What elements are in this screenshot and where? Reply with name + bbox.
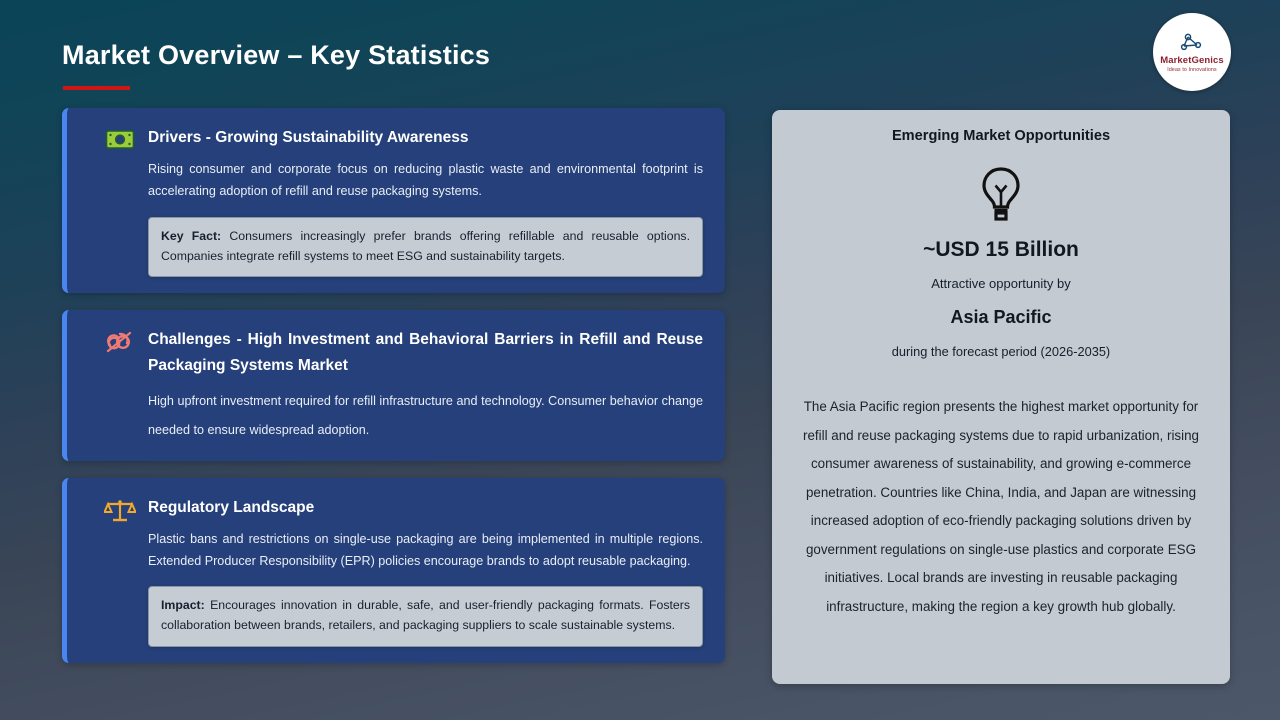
emerging-opportunities-panel xyxy=(772,110,1230,684)
card-title: Challenges - High Investment and Behavioral Barriers in Refill and Reuse Packaging Systems Market xyxy=(148,331,703,375)
card-description: Rising consumer and corporate focus on reducing plastic waste and environmental footprint is accelerating adoption of refill and reuse packaging systems. xyxy=(148,162,703,198)
logo-name: MarketGenics xyxy=(1160,54,1224,66)
balance-scales-icon xyxy=(97,495,143,524)
card-callout xyxy=(148,586,703,647)
callout-label: Key Fact: xyxy=(161,228,222,243)
callout-text: Encourages innovation in durable, safe, and user-friendly packaging formats. Fosters collaboration between brands, retailers, and packaging suppliers to scale sustainable systems. xyxy=(161,598,690,633)
card-challenges xyxy=(62,310,725,460)
card-description: High upfront investment required for refill infrastructure and technology. Consumer behavior change needed to ensure widespread adoption. xyxy=(148,394,703,438)
page-title: Market Overview – Key Statistics xyxy=(62,40,491,70)
network-node-icon xyxy=(1179,32,1205,54)
callout-label: Impact: xyxy=(161,598,205,613)
callout-text: Consumers increasingly prefer brands offering refillable and reusable options. Companies integrate refill systems to meet ESG and sustainability targets. xyxy=(161,228,690,263)
card-callout xyxy=(148,217,703,278)
opportunity-subtitle: Attractive opportunity by xyxy=(931,276,1071,291)
lightbulb-icon xyxy=(978,166,1024,222)
logo-tagline: Ideas to Innovations xyxy=(1167,66,1217,73)
card-description: Plastic bans and restrictions on single-use packaging are being implemented in multiple regions. Extended Producer Responsibility (EPR) policies encourage brands to adopt reusable packaging. xyxy=(148,531,703,568)
money-banknote-icon xyxy=(97,125,143,152)
card-drivers xyxy=(62,108,725,293)
market-value: ~USD 15 Billion xyxy=(923,238,1079,261)
card-regulatory xyxy=(62,478,725,663)
forecast-period: during the forecast period (2026-2035) xyxy=(891,344,1111,359)
card-title: Regulatory Landscape xyxy=(148,498,315,516)
broken-chain-link-icon xyxy=(97,327,143,356)
opportunity-region: Asia Pacific xyxy=(950,307,1052,327)
panel-title: Emerging Market Opportunities xyxy=(891,128,1111,144)
card-title: Drivers - Growing Sustainability Awareness xyxy=(148,129,469,146)
brand-logo xyxy=(1153,13,1231,91)
statistics-card-list xyxy=(62,108,725,680)
panel-paragraph: The Asia Pacific region presents the highest market opportunity for refill and reuse packaging systems due to rapid urbanization, rising consumer awareness of sustainability, and growing e-commerce penetration. Countries like China, India, and Japan are witnessing increased adoption of eco-friendly packaging solutions driven by government regulations on single-use plastics and corporate ESG initiatives. Local brands are investing in reusable packaging infrastructure, making the region a key growth hub globally. xyxy=(803,399,1199,614)
title-underline-rule xyxy=(63,86,130,90)
